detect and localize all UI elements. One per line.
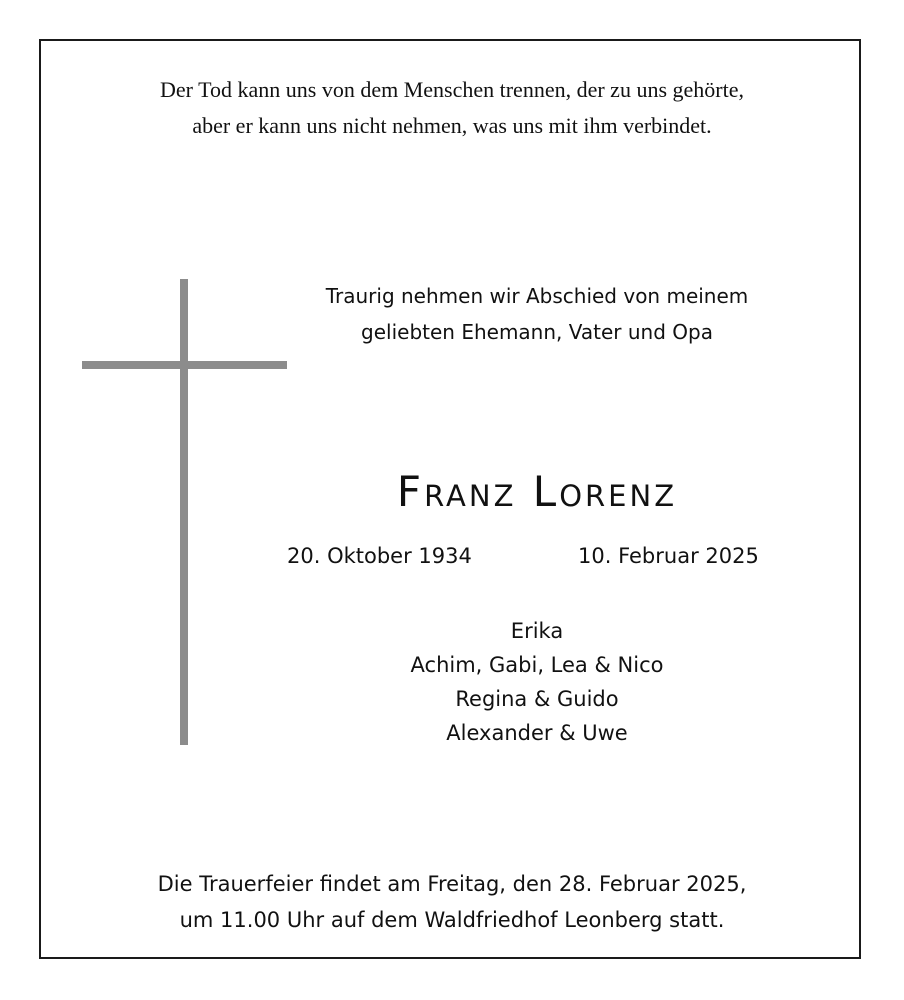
deceased-name: Franz Lorenz xyxy=(396,467,678,516)
intro-line-2: geliebten Ehemann, Vater und Opa xyxy=(361,320,713,344)
memorial-quote xyxy=(0,72,904,144)
funeral-service-info xyxy=(0,866,904,938)
death-date: 10. Februar 2025 xyxy=(578,544,759,568)
cross-vertical-beam xyxy=(180,279,188,745)
family-member: Achim, Gabi, Lea & Nico xyxy=(410,653,664,677)
intro-line-1: Traurig nehmen wir Abschied von meinem xyxy=(325,284,749,308)
family-member: Alexander & Uwe xyxy=(446,721,628,745)
family-member: Regina & Guido xyxy=(455,687,619,711)
quote-line-2: aber er kann uns nicht nehmen, was uns mit ihm verbindet. xyxy=(192,113,712,138)
birth-date: 20. Oktober 1934 xyxy=(287,544,472,568)
farewell-intro xyxy=(277,278,797,350)
family-list xyxy=(277,614,797,750)
family-member: Erika xyxy=(510,619,564,643)
service-line-2: um 11.00 Uhr auf dem Waldfriedhof Leonberg statt. xyxy=(179,908,725,932)
service-line-1: Die Trauerfeier findet am Freitag, den 28. Februar 2025, xyxy=(157,872,747,896)
cross-horizontal-beam xyxy=(82,361,287,369)
quote-line-1: Der Tod kann uns von dem Menschen trennen, der zu uns gehörte, xyxy=(160,77,744,102)
